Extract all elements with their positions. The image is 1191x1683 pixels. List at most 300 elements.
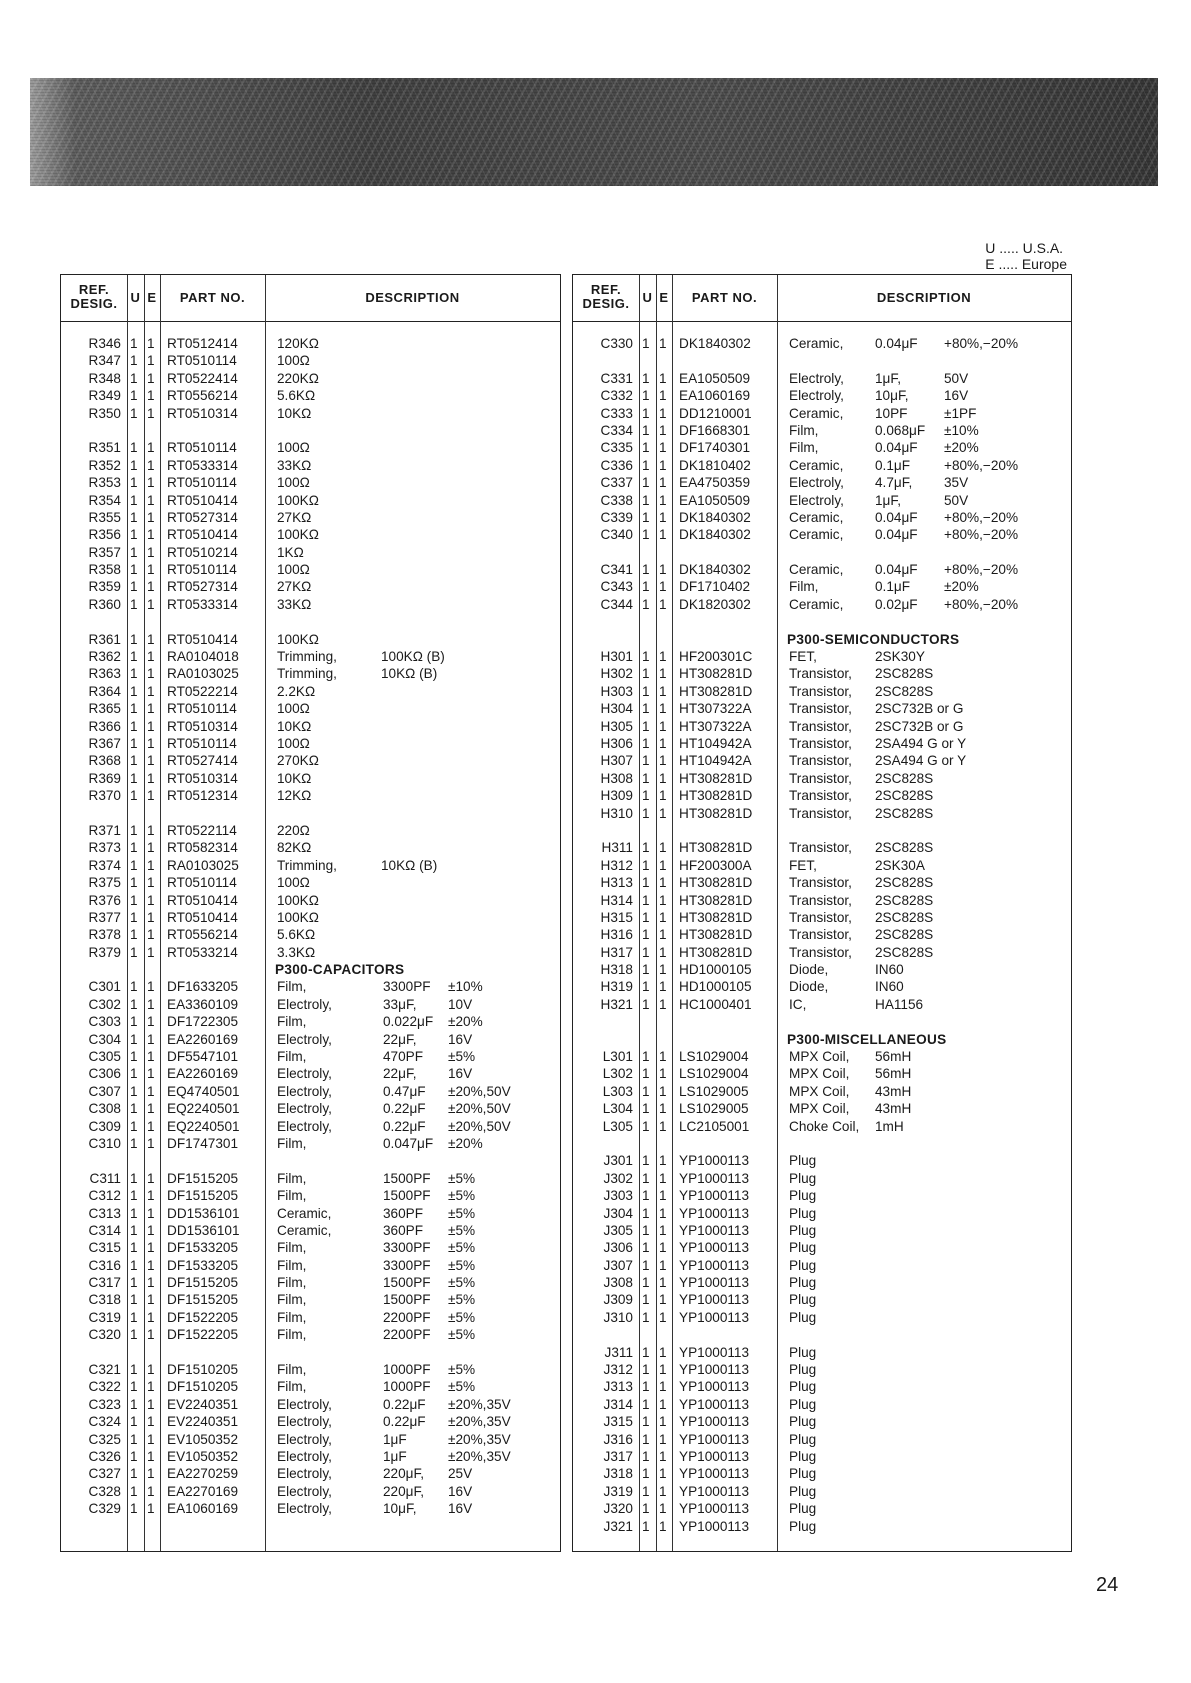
description: Electroly, [277,1396,332,1412]
description: Ceramic, [789,336,844,351]
spacer-row [61,613,560,630]
description: Ceramic, [789,405,844,421]
u-qty: 1 [642,666,650,682]
part-number: DF1510205 [167,1379,239,1395]
e-qty: 1 [147,909,155,925]
header-u: U [642,290,653,305]
ref-desig: H318 [600,962,633,978]
table-row [61,1222,560,1239]
rating: +80%,−20% [944,562,1019,578]
ref-desig: J307 [603,1257,633,1273]
table-row [573,1448,1071,1465]
part-number: EA2270259 [167,1466,239,1482]
spacer-row [573,1135,1071,1152]
ref-desig: C302 [88,996,121,1012]
part-number: EV1050352 [167,1449,239,1464]
u-qty: 1 [130,1431,138,1447]
part-number: HT308281D [679,927,753,943]
table-row [61,1448,560,1465]
e-qty: 1 [147,649,155,665]
ref-desig: R367 [88,735,121,751]
e-qty: 1 [659,944,667,960]
value: 1000PF [383,1362,431,1378]
ref-desig: C329 [88,1501,121,1517]
description: Transistor, [789,770,852,786]
value: 0.04μF [875,440,918,456]
header-description: DESCRIPTION [365,290,460,305]
ref-desig: H305 [600,718,633,734]
value: IN60 [875,962,904,978]
ref-desig: R377 [88,909,121,925]
part-number: DK1840302 [679,336,751,351]
description: Plug [789,1240,817,1256]
u-qty: 1 [642,457,650,473]
part-number: RT0510114 [167,475,237,491]
description: 27KΩ [277,579,312,595]
ref-desig: C343 [600,579,633,595]
table-row [61,474,560,491]
e-qty: 1 [147,440,155,456]
table-row [573,770,1071,787]
description: Transistor, [789,805,852,821]
part-number: EQ2240501 [167,1101,240,1117]
part-number: LC2105001 [679,1118,750,1134]
description: 100KΩ [277,892,319,908]
spacer-row [573,544,1071,561]
table-row [573,1222,1071,1239]
table-row [573,787,1071,804]
u-qty: 1 [642,770,650,786]
u-qty: 1 [130,875,138,891]
u-qty: 1 [642,1188,650,1204]
table-row [61,439,560,456]
description: Ceramic, [789,457,844,473]
e-qty: 1 [147,562,155,578]
table-row [573,926,1071,943]
ref-desig: L301 [602,1049,633,1065]
e-qty: 1 [147,1049,155,1065]
spacer-row [61,1152,560,1169]
ref-desig: R349 [88,388,121,404]
description: Trimming, [277,666,337,682]
rating: ±5% [448,1049,476,1065]
u-qty: 1 [642,753,650,769]
description: Plug [789,1483,817,1499]
e-qty: 1 [659,388,667,404]
part-number: HT104942A [679,735,752,751]
rating: ±20%,50V [448,1118,511,1134]
part-number: HT308281D [679,875,753,891]
part-number: RT0510114 [167,701,237,717]
ref-desig: R362 [88,649,121,665]
table-row [61,996,560,1013]
ref-desig: C327 [88,1466,121,1482]
table-row [61,578,560,595]
description: Plug [789,1292,817,1308]
part-number: YP1000113 [679,1292,750,1308]
part-number: RT0510414 [167,527,238,543]
part-number: YP1000113 [679,1379,750,1395]
ref-desig: H321 [600,996,633,1012]
e-qty: 1 [659,735,667,751]
u-qty: 1 [130,562,138,578]
ref-desig: H301 [600,649,633,665]
u-qty: 1 [642,735,650,751]
part-number: YP1000113 [679,1240,750,1256]
e-qty: 1 [659,892,667,908]
table-row [573,405,1071,422]
e-qty: 1 [147,996,155,1012]
u-qty: 1 [130,735,138,751]
e-qty: 1 [659,1275,667,1291]
table-row [61,1326,560,1343]
description: Ceramic, [789,509,844,525]
ref-desig: C315 [88,1240,121,1256]
description: Ceramic, [789,527,844,543]
rating: 16V [448,1483,473,1499]
value: 2SC828S [875,683,934,699]
part-number: YP1000113 [679,1257,750,1273]
table-row [573,1518,1071,1535]
e-qty: 1 [659,596,667,612]
description: Electroly, [277,1031,332,1047]
ref-desig: H302 [600,666,633,682]
ref-desig: C312 [88,1188,121,1204]
description: 33KΩ [277,457,312,473]
value: 56mH [875,1049,912,1065]
section-title: P300-SEMICONDUCTORS [787,631,960,647]
u-qty: 1 [642,927,650,943]
e-qty: 1 [147,527,155,543]
ref-desig: C341 [600,562,633,578]
value: 1000PF [383,1379,431,1395]
value: 43mH [875,1083,912,1099]
ref-desig: C332 [600,388,633,404]
part-number: YP1000113 [679,1309,750,1325]
u-qty: 1 [130,1414,138,1430]
part-number: YP1000113 [679,1449,750,1464]
header-part-no: PART NO. [179,290,246,305]
e-qty: 1 [659,979,667,995]
e-qty: 1 [659,440,667,456]
description: 100Ω [277,475,310,491]
u-qty: 1 [130,1240,138,1256]
description: Plug [789,1518,817,1534]
header-u: U [130,290,141,305]
u-qty: 1 [130,701,138,717]
e-qty: 1 [659,718,667,734]
e-qty: 1 [147,631,155,647]
section-title: P300-CAPACITORS [275,962,405,978]
ref-desig: J301 [603,1153,633,1169]
e-qty: 1 [147,718,155,734]
e-qty: 1 [659,909,667,925]
table-row [573,1100,1071,1117]
ref-desig: L305 [602,1118,633,1134]
table-row [573,752,1071,769]
part-number: DF1533205 [167,1240,239,1256]
e-qty: 1 [147,701,155,717]
description: 100KΩ [277,909,319,925]
u-qty: 1 [130,457,138,473]
e-qty: 1 [659,527,667,543]
value: 220μF, [383,1483,425,1499]
e-qty: 1 [147,857,155,873]
table-row [61,1465,560,1482]
table-header [573,275,1071,322]
u-qty: 1 [642,1518,650,1534]
value: 1μF, [875,492,901,508]
spacer-row [573,1326,1071,1343]
u-qty: 1 [642,909,650,925]
ref-desig: R375 [88,875,121,891]
u-qty: 1 [130,1292,138,1308]
table-row [573,1465,1071,1482]
part-number: HC1000401 [679,996,752,1012]
description: Plug [789,1153,817,1169]
section-title: P300-MISCELLANEOUS [787,1031,947,1047]
description: 10KΩ [277,718,312,734]
ref-desig: J318 [603,1466,633,1482]
value: 2SC828S [875,840,934,856]
value: 0.22μF [383,1414,426,1430]
ref-desig: R353 [88,475,121,491]
ref-desig: C308 [88,1101,121,1117]
part-number: EA2260169 [167,1031,239,1047]
part-number: DD1536101 [167,1222,240,1238]
part-number: EA1060169 [167,1501,239,1517]
rating: ±20% [448,1014,483,1030]
table-rows [573,335,1071,1535]
header-ref-desig: REF. DESIG. [70,282,118,311]
description: Plug [789,1449,817,1464]
e-qty: 1 [147,1135,155,1151]
region-legend [985,240,1067,272]
part-number: RT0527314 [167,579,238,595]
description: Electroly, [277,1501,332,1517]
table-row [573,1031,1071,1048]
table-row [573,1309,1071,1326]
rating: +80%,−20% [944,336,1019,351]
table-row [573,1361,1071,1378]
u-qty: 1 [130,770,138,786]
e-qty: 1 [147,1188,155,1204]
part-number: DF1633205 [167,979,239,995]
ref-desig: C328 [88,1483,121,1499]
table-row [61,857,560,874]
rating: 16V [448,1501,473,1517]
trim-value: 100KΩ (B) [381,649,445,665]
e-qty: 1 [147,1205,155,1221]
u-qty: 1 [130,683,138,699]
part-number: LS1029004 [679,1049,749,1065]
e-qty: 1 [147,544,155,560]
table-row [61,787,560,804]
u-qty: 1 [642,527,650,543]
table-row [61,1413,560,1430]
u-qty: 1 [642,509,650,525]
header-e: E [659,290,669,305]
ref-desig: R352 [88,457,121,473]
e-qty: 1 [147,1327,155,1343]
e-qty: 1 [147,840,155,856]
description: Film, [277,1292,307,1308]
ref-desig: C304 [88,1031,121,1047]
part-number: EV2240351 [167,1396,239,1412]
u-qty: 1 [642,579,650,595]
value: 0.068μF [875,422,926,438]
part-number: RT0582314 [167,840,238,856]
table-row [61,926,560,943]
value: 3300PF [383,979,431,995]
u-qty: 1 [642,1066,650,1082]
value: 1μF, [875,370,901,386]
part-number: HT308281D [679,892,753,908]
value: 1500PF [383,1292,431,1308]
u-qty: 1 [130,527,138,543]
part-number: LS1029004 [679,1066,749,1082]
table-row [61,1187,560,1204]
ref-desig: C339 [600,509,633,525]
description: Electroly, [789,492,844,508]
part-number: RT0510414 [167,909,238,925]
description: Transistor, [789,701,852,717]
description: Plug [789,1205,817,1221]
value: 22μF, [383,1031,417,1047]
u-qty: 1 [642,1205,650,1221]
rating: ±10% [448,979,483,995]
description: Plug [789,1379,817,1395]
table-row [61,1378,560,1395]
part-number: YP1000113 [679,1483,750,1499]
description: 100Ω [277,440,310,456]
table-row [61,752,560,769]
table-row [573,1483,1071,1500]
table-row [573,1239,1071,1256]
part-number: RA0104018 [167,649,239,665]
ref-desig: C313 [88,1205,121,1221]
part-number: RT0527314 [167,509,238,525]
u-qty: 1 [642,492,650,508]
description: 100Ω [277,562,310,578]
u-qty: 1 [130,1083,138,1099]
value: 0.47μF [383,1083,426,1099]
rating: 10V [448,996,473,1012]
description: Transistor, [789,909,852,925]
u-qty: 1 [642,1362,650,1378]
description: 3.3KΩ [277,944,316,960]
table-row [573,1205,1071,1222]
parts-table-left [60,274,561,1552]
e-qty: 1 [147,1396,155,1412]
table-row [61,1483,560,1500]
ref-desig: J303 [603,1188,633,1204]
value: 0.1μF [875,457,911,473]
part-number: DF1515205 [167,1292,239,1308]
u-qty: 1 [130,579,138,595]
value: IN60 [875,979,904,995]
table-row [61,1205,560,1222]
part-number: RT0512314 [167,788,238,804]
ref-desig: H308 [600,770,633,786]
ref-desig: H312 [600,857,633,873]
rating: 50V [944,370,969,386]
ref-desig: J310 [603,1309,633,1325]
table-row [61,1083,560,1100]
table-row [61,892,560,909]
part-number: YP1000113 [679,1188,750,1204]
ref-desig: R374 [88,857,121,873]
e-qty: 1 [659,1379,667,1395]
table-row [573,892,1071,909]
header-ref-desig: REF. DESIG. [582,282,630,311]
ref-desig: R365 [88,701,121,717]
rating: ±5% [448,1275,476,1291]
e-qty: 1 [659,1414,667,1430]
ref-desig: C333 [600,405,633,421]
value: 1μF [383,1431,407,1447]
description: Electroly, [277,1483,332,1499]
u-qty: 1 [130,388,138,404]
ref-desig: H315 [600,909,633,925]
part-number: RT0556214 [167,388,238,404]
ref-desig: J302 [603,1170,633,1186]
u-qty: 1 [642,475,650,491]
part-number: DK1840302 [679,527,751,543]
description: Ceramic, [277,1222,332,1238]
table-row [61,1257,560,1274]
table-row [573,422,1071,439]
u-qty: 1 [130,1014,138,1030]
description: Film, [277,1049,307,1065]
spacer-row [573,352,1071,369]
description: Plug [789,1344,817,1360]
header-description: DESCRIPTION [876,290,972,305]
e-qty: 1 [659,1518,667,1534]
value: 2SC828S [875,892,934,908]
value: 2SA494 G or Y [875,753,967,769]
ref-desig: J319 [603,1483,633,1499]
description: 220KΩ [277,370,319,386]
table-row [61,1309,560,1326]
table-row [573,1187,1071,1204]
part-number: DF1515205 [167,1275,239,1291]
description: Film, [277,979,307,995]
part-number: YP1000113 [679,1205,750,1221]
ref-desig: H310 [600,805,633,821]
ref-desig: R368 [88,753,121,769]
ref-desig: C320 [88,1327,121,1343]
ref-desig: R360 [88,596,121,612]
ref-desig: C311 [89,1170,121,1186]
description: Plug [789,1466,817,1482]
table-row [61,1013,560,1030]
ref-desig: C309 [88,1118,121,1134]
description: Electroly, [277,1066,332,1082]
table-row [61,561,560,578]
value: 220μF, [383,1466,425,1482]
rating: ±20%,50V [448,1083,511,1099]
description: Plug [789,1222,817,1238]
table-row [573,509,1071,526]
table-row [573,735,1071,752]
table-row [61,822,560,839]
u-qty: 1 [130,1170,138,1186]
u-qty: 1 [642,370,650,386]
u-qty: 1 [642,596,650,612]
u-qty: 1 [642,1292,650,1308]
value: 0.22μF [383,1118,426,1134]
